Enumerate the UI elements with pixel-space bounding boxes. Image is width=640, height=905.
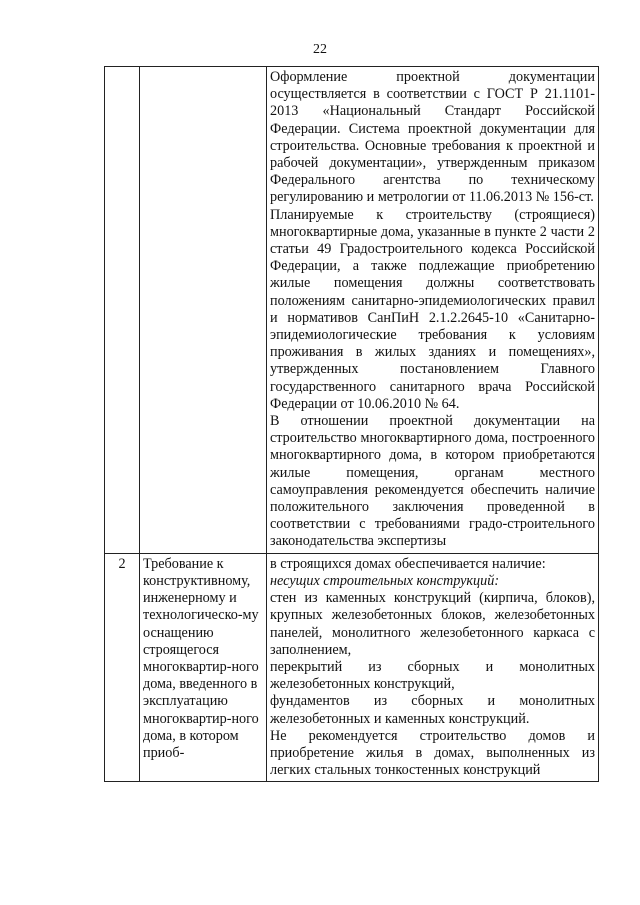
- page-number: 22: [313, 42, 327, 57]
- paragraph-intro: в строящихся домах обеспечивается наличие:: [270, 555, 546, 572]
- description-cell: [267, 553, 599, 782]
- list-item: перекрытий из сборных и монолитных железобетонных конструкций,: [270, 658, 595, 693]
- paragraph-sanpin: Планируемые к строительству (строящиеся) многоквартирные дома, указанные в пункте 2 части 2 статьи 49 Градостроительного кодекса Российской Федерации, а также подлежащие приобретению жилые помещения должны соответствовать положениям санитарно-эпидемиологических правил и нормативов СанПиН 2.1.2.2645-10 «Санитарно-эпидемиологические требования к условиям проживания в жилых зданиях и помещениях», утвержденных постановлением Главного государственного санитарного врача Российской Федерации от 10.06.2010 № 64.: [270, 206, 595, 412]
- list-item: фундаментов из сборных и монолитных железобетонных и каменных конструкций.: [270, 693, 595, 727]
- paragraph-closing: Не рекомендуется строительство домов и приобретение жилья в домах, выполненных из легких стальных тонкостенных конструкций: [270, 727, 595, 779]
- requirement-cell: [140, 67, 267, 554]
- list-item: стен из каменных конструкций (кирпича, блоков), крупных железобетонных блоков, железобетонных панелей, монолитного железобетонного каркаса с заполнением,: [270, 590, 595, 658]
- paragraph-gost: Оформление проектной документации осуществляется в соответствии с ГОСТ Р 21.1101-2013 «Национальный Стандарт Российской Федерации. Система проектной документации для строительства. Основные требования к проектной и рабочей документации», утвержденным приказом Федерального агентства по техническому регулированию и метрологии от 11.06.2013 № 156-ст.: [270, 69, 595, 206]
- paragraph-heading: несущих строительных конструкций:: [270, 572, 500, 589]
- requirements-table: [104, 66, 599, 782]
- row-number: 2: [105, 553, 140, 782]
- requirement-cell: Требование к конструктивному, инженерному и технологическо-му оснащению строящегося многоквартир-ного дома, введенного в эксплуатацию многоквартир-ного дома, в котором приоб-: [140, 553, 267, 782]
- row-number: [105, 67, 140, 554]
- description-cell: [267, 67, 599, 554]
- paragraph-expertise: В отношении проектной документации на строительство многоквартирного дома, построенного многоквартирного дома, в котором приобретаются жилые помещения, органам местного самоуправления рекомендуется обеспечить наличие положительного заключения проведенной в соответствии с требованиями градо-строительного законодательства экспертизы: [270, 413, 595, 550]
- table-row: [105, 67, 599, 554]
- table-row: [105, 553, 599, 782]
